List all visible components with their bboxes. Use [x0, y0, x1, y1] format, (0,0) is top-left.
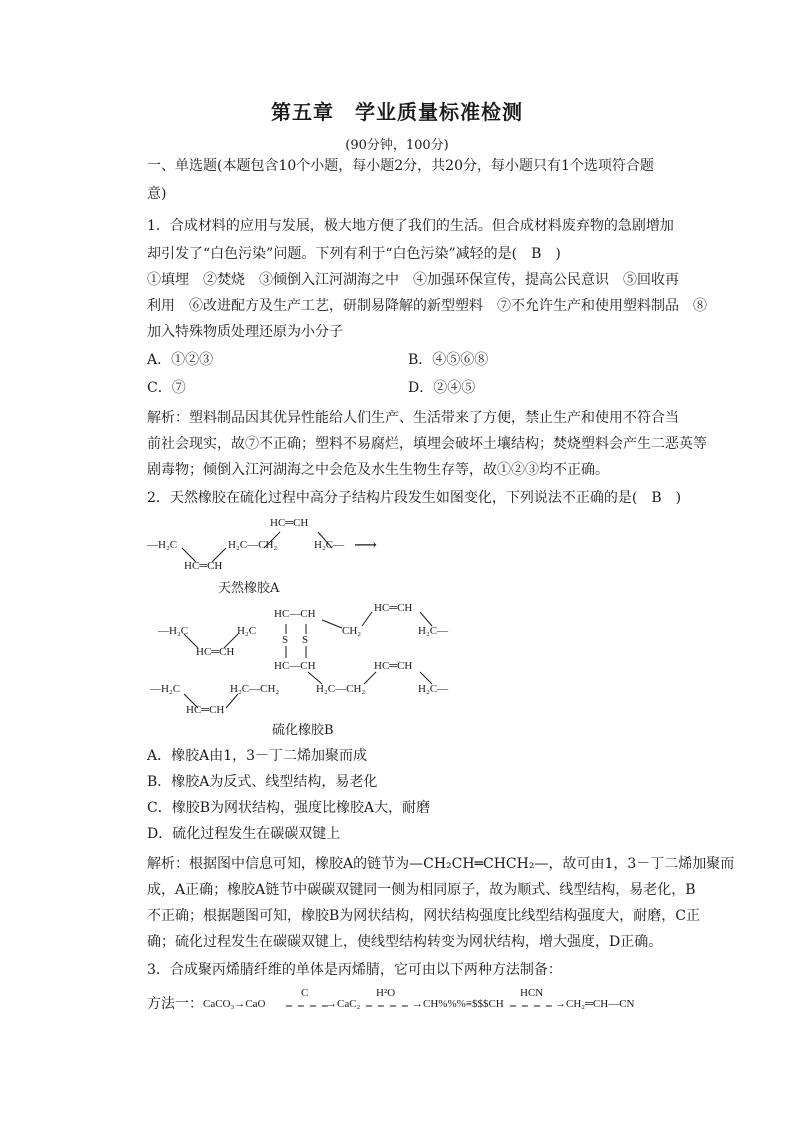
figA-caption: 天然橡胶A — [218, 581, 280, 596]
q1-option-d: D．②④⑤ — [408, 380, 476, 396]
figB-sulfur-2: S — [302, 634, 309, 646]
q1-option-c: C．⑦ — [147, 380, 186, 396]
figB-row1-ch2-a: H₂C — [237, 625, 257, 637]
q1-option-a: A．①②③ — [147, 352, 214, 368]
q3-product: →CH₂═CH—CN — [555, 998, 635, 1010]
q3-reagent-c: C — [301, 987, 309, 999]
q3-step2: →CaC₂ — [326, 998, 361, 1010]
figB-row2-mid: H₂C—CH₂ — [230, 683, 280, 695]
q2-option-b: B．橡胶A为反式、线型结构，易老化 — [147, 774, 378, 790]
q2-option-a: A．橡胶A由1，3－丁二烯加聚而成 — [147, 748, 368, 764]
q1-stem-line2: 却引发了“白色污染”问题。下列有利于“白色污染”减轻的是( B ) — [147, 246, 561, 262]
q3-reagent-hcn: HCN — [520, 987, 544, 999]
q1-analysis-line2: 前社会现实，故⑦不正确；塑料不易腐烂，填埋会破坏土壤结构；焚烧塑料会产生二恶英等 — [147, 436, 707, 452]
q1-analysis-line1: 解析：塑料制品因其优异性能给人们生产、生活带来了方便，禁止生产和使用不符合当 — [147, 410, 679, 426]
figA-right-end: H₂C— — [314, 539, 345, 551]
figB-row1-right-end: H₂C— — [418, 625, 449, 637]
q1-items-line1: ①填埋 ②焚烧 ③倾倒入江河湖海之中 ④加强环保宣传，提高公民意识 ⑤回收再 — [147, 272, 679, 288]
q1-stem-line1: 1．合成材料的应用与发展，极大地方便了我们的生活。但合成材料废弃物的急剧增加 — [147, 218, 674, 234]
page-title: 第五章 学业质量标准检测 — [271, 100, 523, 124]
q3-step3: →CH%%%≡$$$CH — [412, 998, 504, 1010]
figA-top-double-bond: HC═CH — [270, 517, 309, 529]
exam-duration-score: (90分钟，100分) — [345, 138, 449, 153]
figB-row1-double-bond-top: HC═CH — [374, 602, 413, 614]
q1-items-line2: 利用 ⑥改进配方及生产工艺，研制易降解的新型塑料 ⑦不允许生产和使用塑料制品 ⑧ — [147, 298, 707, 314]
figB-sulfur-1: S — [282, 634, 289, 646]
figA-bottom-double-bond: HC═CH — [184, 560, 223, 572]
figA-left-end: —H₂C — [147, 539, 178, 551]
figB-row2-double-bond-bottom: HC═CH — [186, 704, 225, 716]
figB-row1-ch2-b: CH₂ — [342, 625, 362, 637]
figB-upper-ch-pair: HC—CH — [274, 608, 316, 620]
figB-row1-double-bond-bottom: HC═CH — [196, 646, 235, 658]
q2-analysis-line2: 成，A正确；橡胶A链节中碳碳双键同一侧为相同原子，故为顺式、线型结构，易老化，B — [147, 882, 696, 898]
q2-option-c: C．橡胶B为网状结构，强度比橡胶A大，耐磨 — [147, 800, 431, 816]
section-heading-line1: 一、单选题(本题包含10个小题，每小题2分，共20分，每小题只有1个选项符合题 — [147, 158, 654, 174]
figA-middle-ch2: H₂C—CH₂ — [228, 539, 278, 551]
q3-reagent-h2o: H²O — [376, 987, 396, 999]
q1-items-line3: 加入特殊物质处理还原为小分子 — [147, 324, 343, 340]
q3-method-label: 方法一： — [147, 996, 203, 1012]
figB-row2-right-end: H₂C— — [418, 683, 449, 695]
reaction-arrow-icon: ⟶ — [354, 537, 377, 554]
q1-analysis-line3: 剧毒物；倾倒入江河湖海之中会危及水生生物生存等，故①②③均不正确。 — [147, 462, 609, 478]
q1-option-b: B．④⑤⑥⑧ — [408, 352, 489, 368]
q3-step1: CaCO₃→CaO — [203, 998, 266, 1010]
figB-row2-ch2-chain: H₂C—CH₂ — [316, 683, 366, 695]
q2-analysis-line4: 确；硫化过程发生在碳碳双键上，使线型结构转变为网状结构，增大强度，D正确。 — [147, 934, 663, 950]
figB-caption: 硫化橡胶B — [272, 723, 334, 738]
figB-lower-ch-pair: HC—CH — [274, 660, 316, 672]
q2-option-d: D．硫化过程发生在碳碳双键上 — [147, 826, 341, 842]
q3-stem: 3．合成聚丙烯腈纤维的单体是丙烯腈，它可由以下两种方法制备： — [147, 962, 562, 978]
q2-analysis-line1: 解析：根据图中信息可知，橡胶A的链节为—CH₂CH═CHCH₂—，故可由1，3－丁二烯加聚而 — [147, 856, 735, 872]
figB-row2-double-bond-top: HC═CH — [374, 660, 413, 672]
q2-analysis-line3: 不正确；根据题图可知，橡胶B为网状结构，网状结构强度比线型结构强度大，耐磨，C正 — [147, 908, 700, 924]
figB-row1-left-end: —H₂C — [158, 625, 189, 637]
section-heading-line2: 意) — [147, 186, 167, 202]
figB-row2-left-end: —H₂C — [150, 683, 181, 695]
q2-stem: 2．天然橡胶在硫化过程中高分子结构片段发生如图变化，下列说法不正确的是( B ) — [147, 490, 682, 506]
